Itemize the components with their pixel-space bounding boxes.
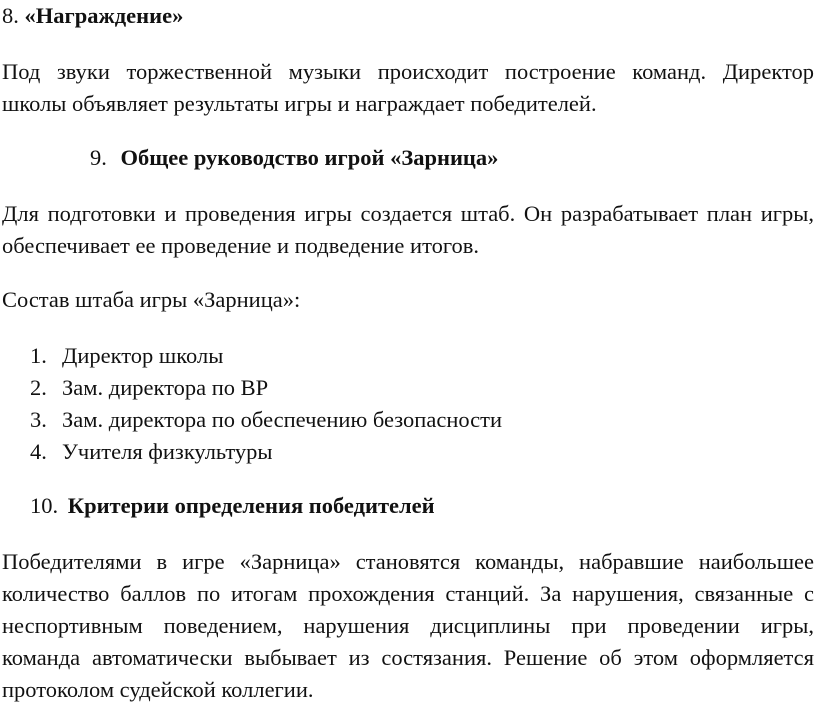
section-8-paragraph-line-1: Под звуки торжественной музыки происходит построение команд. Директор (2, 59, 814, 84)
list-item (30, 404, 502, 436)
section-9-number: 9. (90, 145, 107, 170)
section-10-number: 10. (30, 493, 59, 518)
section-8-heading (2, 0, 814, 32)
section-8-title: «Награждение» (24, 3, 184, 28)
list-item-number: 1. (30, 343, 47, 368)
section-8-paragraph-line-2: школы объявляет результаты игры и награждает победителей. (2, 91, 597, 116)
section-9-paragraph-line-2: обеспечивает ее проведение и подведение итогов. (2, 233, 480, 258)
section-10-paragraph-line-2: количество баллов по итогам прохождения станций. За нарушения, связанные с (2, 581, 814, 606)
section-9-title: Общее руководство игрой «Зарница» (120, 145, 499, 170)
section-10-paragraph-line-5: протоколом судейской коллегии. (2, 677, 314, 702)
section-8-number: 8. (2, 3, 19, 28)
section-10-paragraph-line-1: Победителями в игре «Зарница» становятся команды, набравшие наибольшее (2, 549, 814, 574)
section-9-heading (90, 142, 790, 174)
list-item (30, 436, 502, 468)
section-10-heading (30, 490, 790, 522)
section-10-title: Критерии определения победителей (67, 493, 435, 518)
list-item-number: 3. (30, 407, 47, 432)
list-item-text: Зам. директора по обеспечению безопасности (62, 407, 503, 432)
list-item (30, 340, 502, 372)
staff-heading: Состав штаба игры «Зарница»: (2, 287, 301, 312)
section-10-paragraph-line-4: команда автоматически выбывает из состязания. Решение об этом оформляется (2, 645, 814, 670)
section-9-paragraph-line-1: Для подготовки и проведения игры создается штаб. Он разрабатывает план игры, (2, 201, 814, 226)
section-10-paragraph-line-3: неспортивным поведением, нарушения дисциплины при проведении игры, (2, 613, 814, 638)
list-item-text: Директор школы (62, 343, 224, 368)
list-item-text: Учителя физкультуры (62, 439, 273, 464)
list-item-text: Зам. директора по ВР (62, 375, 269, 400)
list-item (30, 372, 502, 404)
staff-list (30, 340, 502, 468)
list-item-number: 4. (30, 439, 47, 464)
list-item-number: 2. (30, 375, 47, 400)
